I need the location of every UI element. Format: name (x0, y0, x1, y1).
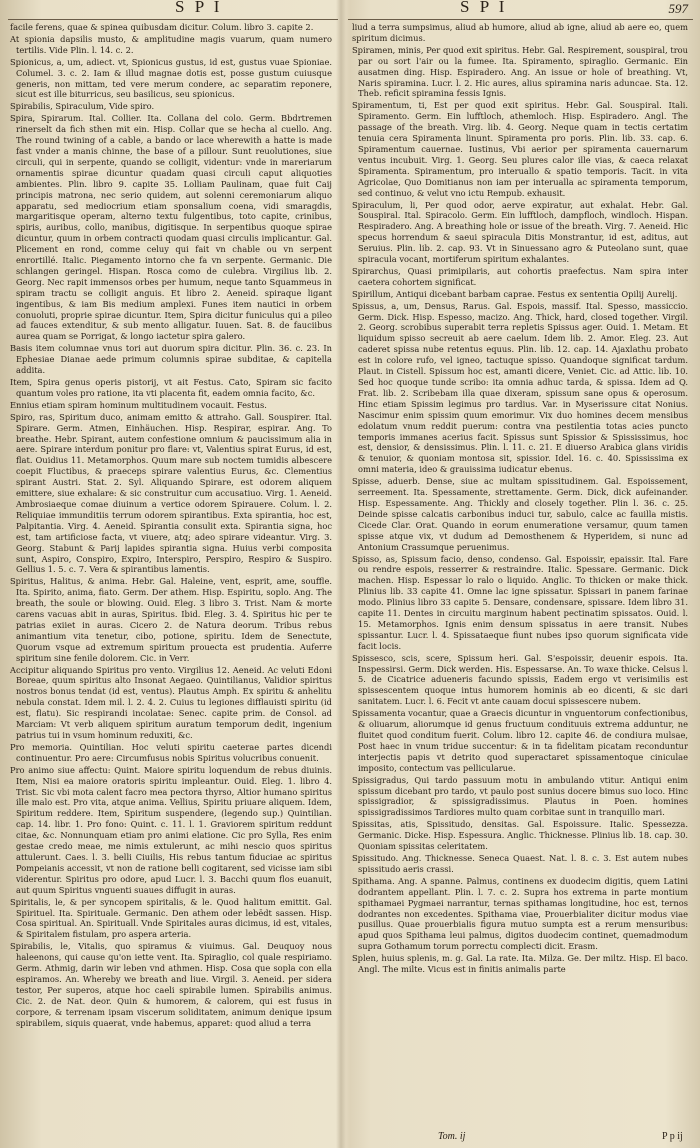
entry-paragraph: Accipitur aliquando Spiritus pro vento. Virgilius 12. Aeneid. Ac veluti Edoni Boreae, quum spiritus alto Insonat Aegaeo. Quintilianus, Validior spiritus nostros bonus tendat (id est, ventus). Plautus Amph. Ex spiritu & anhelitu nebula constat. Idem mil. l. 2. 4. 2. Cuius tu legiones difflauisti spiritu (id est, flatu). Sic respirandi incolatae: Senec. capite prim. de Consol. ad Marciam: Vt verb aliquem spiritum auratum temporum dedit, ingenium patrius tui in vsum hominum reduxiti, &c. (10, 664, 332, 740)
entry-paragraph: Pro animo siue affectu: Quint. Maiore spiritu loquendum de rebus diuinis. Item, Nisi ea maiore oratoris spiritu impleantur. Ouid. Eleg. 1. libro 4. Trist. Sic vbi mota calent facro mea pectora thyrso, Altior humano spiritus ille malo est. Pro vita, atque anima. Vellius, Spiritu priuare aliquem. Idem, Spiritum reddere. Item, Spiritum suspendere, (legendo sup.) Quintilian. cap. 14. libr. 1. Pro fono: Quint. c. 11. l. 1. Graviorem spiritum reddunt citae, &c. Nonnunquam etiam pro animi elatione. Cic pro Sylla, Res enim gestae credo meae, me nimis extulerunt, ac mihi nescio quos spiritus attulerunt. Caes. l. 3. belli Ciuilis, His rebus tantum fiduciae ac spiritus Pompeianis accessit, vt non de ratione belli cogitarent, sed vicisse iam sibi viderentur. Spiritus pro odore, apud Lucr. l. 3. Bacchi quum flos euanuit, aut quum Spiritus vnguenti suaues diffugit in auras. (10, 764, 332, 895)
signature-mark: Tom. ij (438, 1131, 466, 1142)
entry-paragraph: Spionicus, a, um, adiect. vt, Spionicus gustus, id est, gustus vuae Spioniae. Columel. 3. c. 2. Iam & illud magnae dotis est, posse gustum cuiusque generis, non mittam, ted vere merum condere, ac separatim reponere, sicut est ille biturricus, seu basilicus, seu spionicus. (10, 56, 332, 100)
entry-paragraph: Spirabilis, Spiraculum, Vide spiro. (10, 101, 155, 112)
header-rule-right (348, 19, 693, 20)
entry-paragraph: Spiraculum, li, Per quod odor, aerve expiratur, aut exhalat. Hebr. Gal. Souspiral. Ital. Spiracolo. Germ. Ein lufftloch, dampfloch, windloch. Hispan. Respiradero. Ang. A breathing hole or issue of the breath. Virg. 7. Aeneid. Hic specus horrendum & saeui spiracula Ditis Monstrantur, id est, aditus, aut Seruius. Plin. lib. 2. cap. 93. Vt in Sinuessano agro & Puteolano sunt, quae spiracula vocant, mortiferum spiritum exhalantes. (352, 199, 688, 265)
entry-paragraph: liud a terra sumpsimus, aliud ab humore, aliud ab igne, aliud ab aere eo, quem spiritum dicimus. (352, 22, 688, 43)
page-number: 597 (668, 1, 688, 16)
entry-paragraph: Spira, Spirarum. Ital. Collier. Ita. Collana del colo. Germ. Bbdrtremen rinerselt da fich sthen mit ein. Hisp. Collar que se hecha al cuello. Ang. The round twining of a cable, a bando or lace wherewith a hatte is made fast vnder a manis chinne, the base of a pillour. Sunt reuolutiones, siue circuli, qui in serpente, quando se colligit, videntur: vnde in mareriarum ornamentis spirae dicuntur quadam quasi circuli caput aliquoties ambientes. Plin. libro 9. capite 35. Lolliam Paulinam, quae fuit Caij principis matrona, nec serio quidem, aut solenni ceremoniarum aliquo apparatu, sed mediocrium etiam sponsalium coena, vidi smaragdis, margaritisque operam, alterno textu fulgentibus, toto capite, crinibus, spiris, auribus, collo, manibus, digitisque. In serpentibus quoque spirae dicuntur, quum in orbem contracti quodam quasi circulis implicantur. Gal. Plicement en rond, comme celuy qui fait vn chable ou vn serpent enrortillé. Italic. Piegamento intorno che fa vn serpente. Germanic. Die schlangen geringel. Hispan. Rosca como de culebra. Virgilius lib. 2. Georg. Nec rapit immensos orbes per humum, neque tanto Squammeus in spiram tractu se colligit anguis. Et libro 2. Aeneid. spiraque ligant ingentibus, & iam Bis medium amplexi. Funes item nautici in orbem conuoluti, proprie spirae dicuntur. Item, Spira dicitur funiculus qui a pileo ad fauces extenditur, & sub mento alligatur. Iuuen. Sat. 8. de fauciibus aurea quam se Porrigat, & longo iactetur spira galero. (10, 113, 332, 342)
entry-paragraph: Spiramen, minis, Per quod exit spiritus. Hebr. Gal. Respirement, souspiral, trou par ou sort l'air ou la fumee. Ita. Spiramento, spiraglio. Germanic. Ein ausatmen ding. Hisp. Espiradero. Ang. An issue or hole of breathing. Vt, Naris spiramina. Lucr. l. 2. Hic aures, alius spiramina naris aduncae. Sta. 12. Theb. reficit spiramina fessis Ignis. (352, 44, 688, 99)
entry-paragraph: facile ferens, quae & spinea quibusdam dicitur. Colum. libro 3. capite 2. (10, 22, 314, 32)
entry-paragraph: Pro memoria. Quintilian. Hoc veluti spiritu caeterae partes dicendi continuentur. Pro aere: Circumfusus nobis Spiritus volucribus conuenit. (10, 741, 332, 763)
entry-paragraph: Spirarchus, Quasi primipilaris, aut cohortis praefectus. Nam spira inter caetera cohortem significat. (352, 265, 688, 287)
entry-paragraph: Spisse, aduerb. Dense, siue ac multam spissitudinem. Gal. Espoissement, serreement. Ita. Spessamente, strettamente. Germ. Dick, dick aufeinander. Hisp. Espessamente. Ang. Thickly and closely together. Plin l. 36. c. 25. Deinde spisse calcatis carbonibus induci tur, sabulo, calce ac fauilla mistis. Cicede Clar. Orat. Quando in eorum enumeratione versamur, quum tamen spisse atque vix, vt dudum ad Demosthenem & Hyperidem, si nunc ad Antonium Crassumque peruenimus. (352, 476, 688, 552)
page-gutter (336, 0, 346, 1148)
entry-paragraph: Spissitas, atis, Spissitudo, densitas. Gal. Espoissure. Italic. Spessezza. Germanic. Dicke. Hisp. Espessura. Anglic. Thicknesse. Plinius lib. 18. cap. 30. Quoniam spissitas celeritatem. (352, 819, 688, 852)
entry-paragraph: Spiritalis, le, & per syncopem spiritalis, & le. Quod halitum emittit. Gal. Spirituel. Ita. Spirituale. Germanic. Den athem oder lebēdt sassen. Hisp. Cosa spiritual. An. Spirituall. Vnde Spiritales auras dicimus, id est, vitales, & Spiritalem fistulam, pro aspera arteria. (10, 896, 332, 940)
entry-paragraph: At spionia dapsilis musto, & amplitudine magis vuarum, quam numero tertilis. Vide Plin. l. 14. c. 2. (10, 33, 332, 55)
entry-paragraph: Spirillum, Antiqui dicebant barbam caprae. Festus ex sententia Opilij Aurelij. (352, 288, 678, 299)
left-column (10, 22, 332, 1029)
entry-paragraph: Spisso, as, Spissum facio, denso, condenso. Gal. Espoissir, epaissir. Ital. Fare ou rendre espois, resserrer & restraindre. Italic. Spessare. Germanic. Dick machen. Hisp. Espessar lo ralo o liquido. Anglic. To thicken or make thick. Plinius lib. 33 capite 41. Omne lac igne spissatur. Spissari in panem farinae modo. Plinius libro 33 capite 5. Densare, condensare, spissare. Idem libro 31. capite 11. Dentes in circuitu marginum habent pectinatim spissatos. Ouid. l. 15. Metamorphos. Ignis enim densum spissatus in aere transit. Nubes spissantur. Lucr. l. 4. Spissataeque fiunt nubes ipso quorum significata vide facit locis. (352, 553, 688, 651)
entry-paragraph: Spissitudo. Ang. Thicknesse. Seneca Quaest. Nat. l. 8. c. 3. Est autem nubes spissitudo aeris crassi. (352, 852, 688, 874)
running-head (0, 0, 700, 18)
entry-paragraph: Ennius etiam spiram hominum multitudinem vocauit. Festus. (10, 399, 267, 410)
entry-paragraph: Spissesco, scis, scere, Spissum heri. Gal. S'espoissir, deuenir espois. Ita. Inspessirsi. Germ. Dick werden. His. Espessarse. An. To waxe thicke. Celsus l. 5. de Cicatrice adueneris facundo spissis, Eadem ergo vt verisimilis est spissescentem quoque intus humorem hominis ab eo dicenti, & sic dari sanitatem. Lucr. l. 6. Fecit vt ante cauam docui spissescere nubem. (352, 652, 688, 707)
entry-paragraph: Splen, huius splenis, m. g. Gal. La rate. Ita. Milza. Ge. Der miltz. Hisp. El baco. Angl. The milte. Vicus est in finitis animalis parte (352, 953, 688, 975)
catchword: P p ij (662, 1131, 683, 1142)
right-column (352, 22, 688, 976)
entry-paragraph: Spissigradus, Qui tardo passuum motu in ambulando vtitur. Antiqui enim spissum dicebant pro tardo, vt paulo post sunius docere bimus suo loco. Hinc spissigradior, & spissigradissimus. Plautus in Poen. homines spissigradissimos Tardiores multo quam corbitae sunt in tranquillo mari. (352, 774, 688, 818)
entry-paragraph: Spirabilis, le, Vitalis, quo spiramus & viuimus. Gal. Deuquoy nous haleenons, qui cause qu'on iette vent. Ita. Spiraglio, col quale respiriamo. Germ. Athmig, darin wir leben vnd athmen. Hisp. Cosa que sopla con ella espiramos. An. Whereby we breath and liue. Virgil. 3. Aeneid. per sidera testor, Per superos, atque hoc caeli spirabile lumen. Spirabilis animus. Cic. 2. de Nat. deor. Quin & humorem, & calorem, qui est fusus in corpore, & terrenam ipsam viscerum soliditatem, animum denique ipsum spirabilem, siquis quaerat, vnde habemus, apparet: quod aliud a terra (10, 941, 332, 1028)
entry-paragraph: Basis item columnae vnus tori aut duorum spira dicitur. Plin. 36. c. 23. In Ephesiae Dianae aede primum columnis spirae subditae, & capitella addita. (10, 343, 332, 376)
entry-paragraph: Spiramentum, ti, Est per quod exit spiritus. Hebr. Gal. Souspiral. Itali. Spiramento. Germ. Ein lufftloch, athemloch. Hisp. Espiradero. Angl. The passage of the breath. Virg. lib. 4. Georg. Neque quam in tectis certatim tenuia cera Spiramenta linunt. Spiramenta pro poris. Plin. lib. 33. cap. 6. Spiramentum cauernae. Iustinus, Vbi aerior per spiramenta cauernarum ventus incubuit. Virg. 1. Georg. Seu plures calor ille vias, & caeca relaxat Spiramenta. Spiramentum, pro interuallo & spatio temporis. Tacit. in vita Agricolae, Quo Domitianus non iam per interualla ac spiramenta temporum, sed continuo, & velut vno ictu Rempub. exhausit. (352, 100, 688, 198)
entry-paragraph: Spiro, ras, Spiritum duco, animam emitto & attraho. Gall. Souspirer. Ital. Spirare. Germ. Atmen, Einhäuchen. Hisp. Respirar, espirar. Ang. To breathe. Hebr. Spirant, autem confestione omnium & paucissimum alia in aere. Spirare interdum ponitur pro flare: vt, Valentius spirat Eurus, id est, flat. Ouidius 11. Metamorphos. Quum mare sub noctem tumidis albescere coepit Fluctibus, & praeceps spirare valentius Eurus, &c. Clementius spirant Austri. Stat. 2. Syl. Aliquando Spirare, est odorem aliquem emittere, siue exhalare: & sic construitur cum accusatiuo. Virg. 1. Aeneid. Ambrosiaeque comae diuinum a vertice odorem Spirauere. Colum. l. 2. Reliquiae immunditiis terrum odorem spirantibus. Exta spirantia, hoc est, Palpitantia. Virg. 4. Aeneid. Spirantia consulit exta. Spirantia signa, hoc est, tam artificiose facta, vt viuere, atq; adeo spirare videantur. Virg. 3. Georg. Stabunt & Parij lapides spirantia signa. Huius verbi composita sunt, Aspiro, Conspiro, Expiro, Interspiro, Perspiro, Respiro & Suspiro. Gellius 1. 5. c. 7. Vera & spirantibus lamentis. (10, 411, 332, 575)
running-head-left: S P I (175, 0, 223, 16)
entry-paragraph: Spithama. Ang. A spanne. Palmus, continens ex duodecim digitis, quem Latini dodrantem appellant. Plin. l. 7. c. 2. Supra hos extrema in parte montium spithamaei Pygmaei narrantur, ternas spithamas longitudine, hoc est, ternos dodrantes non excedentes. Spithama viae, Prouerbialiter dicitur modus viae pusillus. Quae prouerbialis figura mutuo sumpta est a rerum mensuribus: apud quos Spithama leui palmus, digitos duodecim continet, quemadmodum supra Gothamum torum porrectu complecti dicit. Erasm. (352, 875, 688, 952)
header-rule-left (8, 19, 338, 20)
entry-paragraph: Spiritus, Halitus, & anima. Hebr. Gal. Haleine, vent, esprit, ame, souffle. Ita. Spirito, anima, fiato. Germ. Der athem. Hisp. Espiritu, soplo. Ang. The breath, the soule or blowing. Ouid. Eleg. 3 libro 3. Trist. Nam & morte carens vacuas abit in auras, Spiritus. Ibid. Eleg. 3. 4. Spiritus hic per te patrias exiiet in auras. Cicero 2. de Natura deorum. Tribus rebus animantium vita tenetur, cibo, potione, spiritu. Idem de Senectute, Quorum vsque ad extremum spiritum prouecta est prudentia. Auferre spiritum sine fenile dolorem. Cic. in Verr. (10, 576, 332, 663)
entry-paragraph: Spissus, a, um, Densus, Rarus. Gal. Espois, massif. Ital. Spesso, massiccio. Germ. Dick. Hisp. Espesso, macizo. Ang. Thick, hard, closed together. Virgil. 2. Georg. scrobibus superabit terra repletis Spissus ager. Ouid. 1. Metam. Et liquidum spisso secreuit ab aere caelum. Idem lib. 2. Amor. Eleg. 23. Aut caderet spissa nube retentus equus. Plin. lib. 12. cap. 14. Ajaxlathu probato est in colore rufo, vel igneo, tactuque spisso. Quandoque significat tardum. Plaut. in Cistell. Spissum hoc est, amanti dicere, Veniet. Cic. ad Attic. lib. 10. Sed hoc quoque tunde scribo: ita omnia adhuc tarda, & spissa. Idem ad Q. Frat. lib. 2. Scribebam illa quae dixeram, spissum sane opus & operosum. Hinc etiam Spissim legimus pro tardius. Var. in Myserissure citat Nonius. Nascimur enim spissim quum emorimur. Vix duo homines decem mensibus edolatum vnum reddit puerum: contra vna pestilentia totas acies puncto temporis immanes acerius facit. Spissus sunt Spissior & Spississimus, hoc est, densior, & densissimus. Plin. l. 11. c. 21. E diuerso Arabica glans viridis & tenuior, & quoniam montosa sit, spissior. Idel. 16. c. 40. Spississima ex omni materia, ideo & grauissima iudicatur ebenus. (352, 300, 688, 475)
entry-paragraph: Spissamenta vocantur, quae a Graecis dicuntur in vnguentorum confectionibus, & oliuarum, aliorumque id genus fructuum condituuis extrema adduntur, ne fluitet quod conditum fuerit. Colum. libro 12. capite 46. de condiura mulsae, Post haec in vnum tridue succentur: & in ta fidelitam picatam reconduntur interjectis papis vt detrito quod superactaret spissamentoque ciniculae imposito, contectum vas pellicularue. (352, 708, 688, 773)
entry-paragraph: Item, Spira genus operis pistorij, vt ait Festus. Cato, Spiram sic facito quantum voles pro ratione, ita vti placenta fit, eadem omnia facito, &c. (10, 377, 332, 398)
running-head-right: S P I (460, 0, 508, 16)
